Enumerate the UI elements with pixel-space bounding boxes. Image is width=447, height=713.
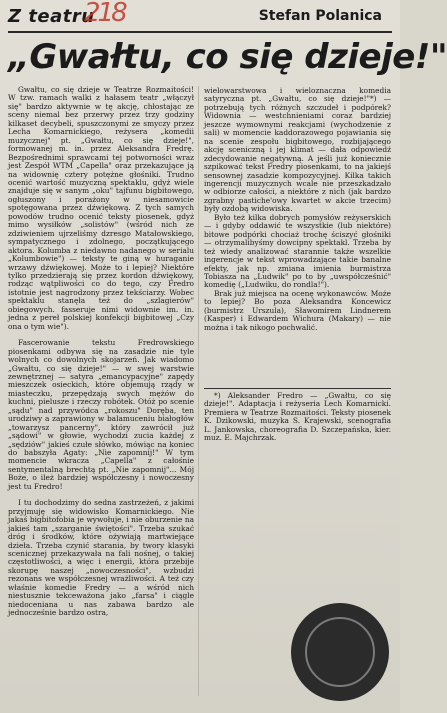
stamp-inner-ring (305, 617, 375, 687)
paragraph: Brak już miejsca na ocenę wykonawców. Może to lepiej? Bo poza Aleksandra Koncewicz (burmistrz Urszula), Sławomirem Lindnerem (Kasper) i Edwardem Wichura (Makary) — nie można i tak nikogo pochwalić. (204, 288, 391, 332)
handwritten-number: 218 (84, 0, 125, 28)
column-divider (198, 86, 199, 696)
article-title: „Gwałtu, co się dzieje!" (8, 37, 447, 77)
paragraph: I tu dochodzimy do sedna zastrzeżeń, z jakimi przyjmuję się widowisko Komarnickiego. Nie jakaś bigbitofobia je wywołuje, i nie oburzenie na jakieś tam „szarganie świętości". Trzeba szukać dróg i środków, które ożywiają martwiejące dzieła. Trzeba czynić starania, by twory klasyki scenicznej przekazywała na fali nośnej, o takiej częstotliwości, a więc i energii, która przebije skorupę naszej „nowoczesności", wzbudzi rezonans we współczesnej wrażliwości. A też czy właśnie komedie Fredry — a wśród nich niestusznie tekceważona jako „farsa" i ciągle niedoceniana u nas zabawa bardzo ale jednocześnie bardzo ostra, (8, 498, 194, 618)
paragraph: Gwałtu, co się dzieje w Teatrze Rozmaitości! W tzw. ramach walki z hałasem teatr „włączył się" bardzo aktywnie w tę akcję, chłostając ze sceny niemal bez przerwy przez trzy godziny kilkaset decybeli, spuszczonymi ze smyczy przez Lecha Komarnickiego, reżysera „komedii muzycznej" pt. „Gwałtu, co się dzieje!", formowanej m. in. przez Aleksandra Fredrę. Bezpośrednimi sprawcami tej potworności wraz jest Zespół WTM „Capella" oraz przekazujące ją na widownię cztery potężne głośniki. Trudno ocenić wartość muzyczną spektaklu, gdyż wiele znajduje się w sanym „oku" tajfunu bigbitowego, ogłuszony i porażony w niesamowicie spotęgowana przez dźwiękową. Z tych samych powodów trudno ocenić teksty piosenek, gdyż mimo wysiłków „solistów" (wśród nich ze zdziwieniem ujrzeliśmy dzresgo Matałowskiego, sympatycznego i zdolnego, początkującego aktora. Kolumba z niedawno nadanego w serialu „Kolumbowie") — teksty te giną w huraganie wrzawy dźwiękowej. Może to i lepiej? Niektóre tylko przedzierają się przez kordon dźwiękowy, rodząc wątpliwości co do tego, czy Fredro istotnie jest nagrodzony przez tekściarzy. Wobec spektaklu stanęła też do „szlagierów" obiegowych. fasseruje nimi widownie im. in. jedna z pereł polskiej konfekcji bigbitowej „Czy ona o tym wie"). (8, 85, 194, 331)
section-heading: Z teatru (8, 6, 95, 27)
paragraph: Było też kilka dobrych pomysłów reżyserskich — i gdyby oddawić te wszystkie (lub niektóre) bitowe podpórki chociaż trochę ściszyć głośniki — otrzymalibyśmy dowcipny spektakl. Trzeba by też wiedy analizować starannie także wszelkie ingerencje w tekst wprowadzające takie banalne efekty, jak np. zmiana imienia burmistrza Tobiasza na „Ludwik" po to by „uwspółcześnić" komedię („Ludwiku, do rondla!"). (204, 212, 391, 290)
article-column-left (8, 86, 194, 704)
footnote (204, 392, 391, 442)
paragraph: Fascerowanie tekstu Fredrowskiego piosenkami odbywa się na zasadzie nie tyle wolnych co dowolnych skojarzeń. Jak wiadomo „Gwałtu, co się dzieje!" — w swej warstwie zewnętrznej — satyra „emancypacyjne" zapędy mieszczek osieckich, które objemują rządy w miasteczku, przepędzają swych mężów do kuchni, pielusze i rzeczy robótek. Otóż po scenie „sądu" nad przywódca „rokoszu" Doręba, ten urodziwy a zaprawiony w balamuceniu białogłów „towarzysz pancerny", który zawrócił już „sądowi" w głowie, wychodzi zucia każdej z „sędziów" jakieś czułe słówko, mówiąc na koniec do babszyła Agaty: „Nie zapomnij!" W tym momencie wkracza „Capella" z całośnie sentymentalną brechtą pt. „Nie zapomnij"... Mój Boże, o ileż bardziej współczesny i nowoczesny jest tu Fredro! (8, 338, 194, 491)
paragraph: wielowarstwowa i wieloznaczna komedia satyryczna pt. „Gwałtu, co się dzieje!"*) — potrzebują tych różnych szczudeł i podpórek? Widownia — westchnieniami coraz bardziej jeszcze wymownymi reakcjami (wychodzenie z sali) w momencie kaddorazowego pojawiania się na scenie zespołu bigbitowego, rozbijającego akcję sceniczną i jej klimat — dała odpowiedź zdecydowanie negatywną. A jeśli już koniecznie szpikować tekst Fredry piosenkami, to na jakiejś sensownej zasadzie kompozycyjnej. Kilka takich ingerencji muzycznych wcale nie przeszkadzało w odbiorze całości, a niektóre z nich (jak bardzo zgrabny pastiche'owy kwartet w akcie trzecim) były ozdobą widowiska. (204, 86, 391, 214)
author-name: Stefan Polanica (258, 8, 382, 24)
archive-stamp (291, 603, 389, 701)
footnote-rule (204, 388, 391, 389)
header-rule (8, 31, 392, 33)
footnote-text: *) Aleksander Fredro — „Gwałtu, co się dzieje!". Adaptacja i reżyseria Lech Komarnicki. Premiera w Teatrze Rozmaitości. Teksty piosenek K. Dzikowski, muzyka S. Krajewski, scenografia L. Jankowska, choreografia D. Szczepańska, kier. muz. E. Majchrzak. (204, 391, 391, 443)
article-column-right (204, 87, 391, 387)
